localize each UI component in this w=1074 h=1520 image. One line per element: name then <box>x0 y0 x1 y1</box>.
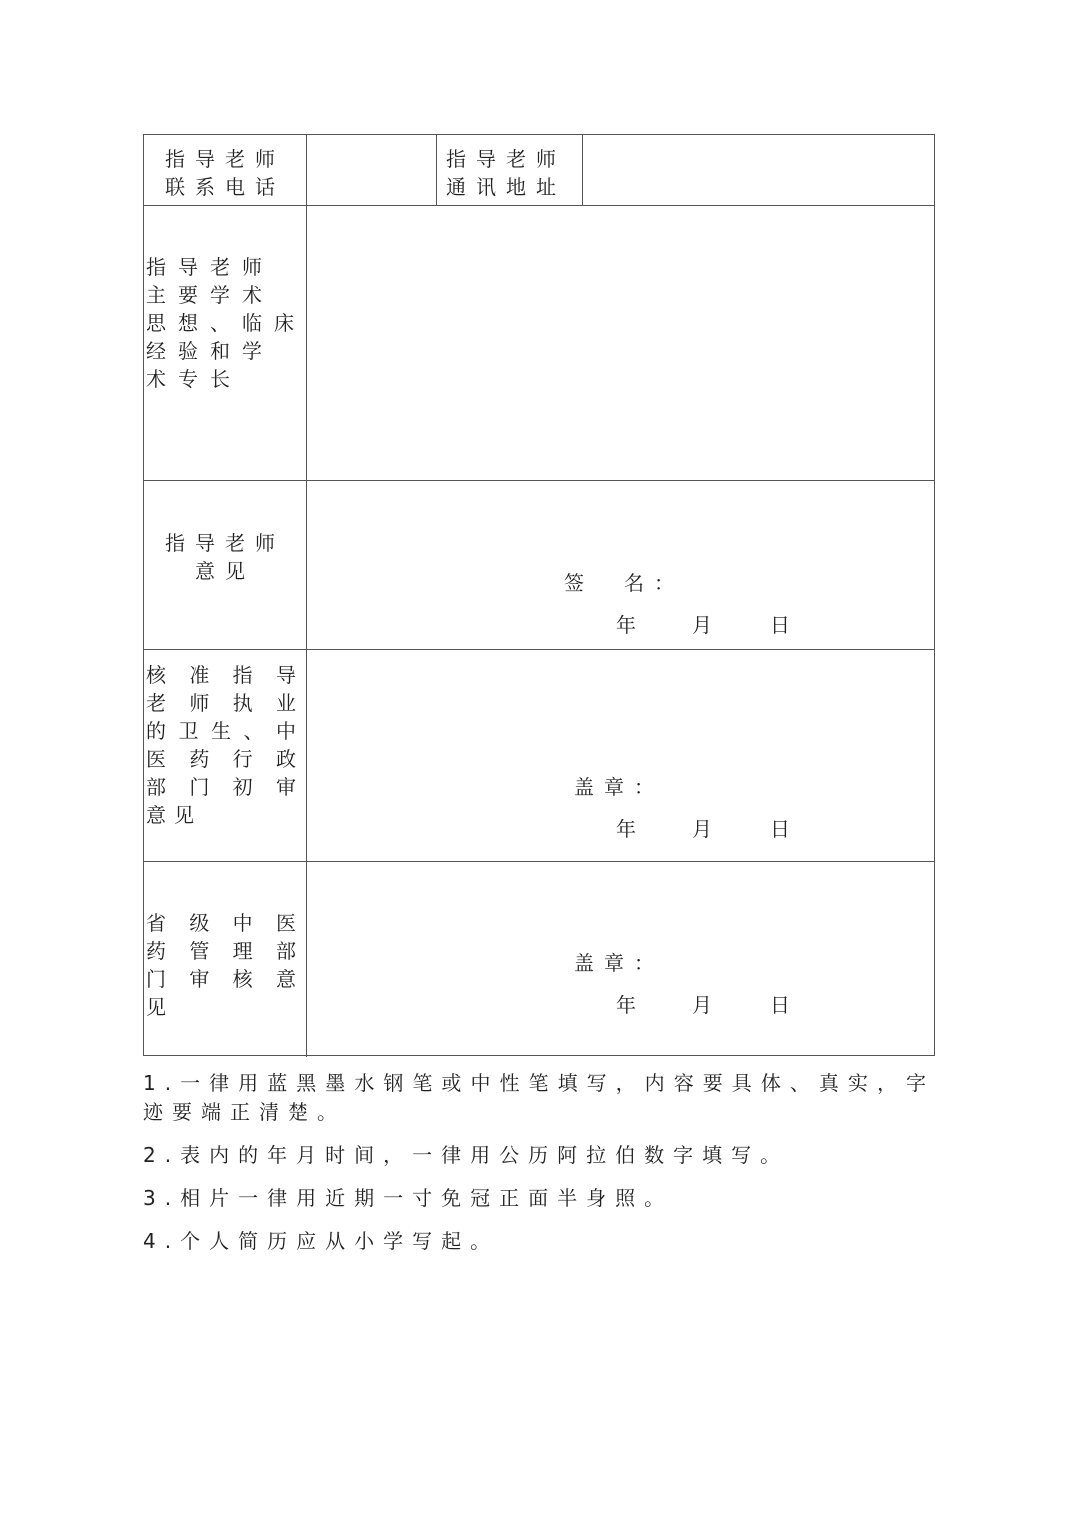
label-line: 主要学术 <box>146 283 274 307</box>
instructor-opinion-label <box>144 529 306 585</box>
stamp-label: 盖章： <box>574 775 664 799</box>
instructor-address-label <box>446 145 566 201</box>
row-divider <box>144 649 934 650</box>
instructor-phone-field[interactable] <box>308 137 434 203</box>
filling-instructions <box>143 1069 935 1270</box>
column-divider <box>306 135 307 1057</box>
label-line: 部门初审 <box>146 775 296 799</box>
row-divider <box>144 480 934 481</box>
instructor-phone-label <box>144 145 306 201</box>
label-line: 通讯地址 <box>446 175 566 199</box>
label-line: 指导老师 <box>165 531 285 555</box>
label-line: 省级中医 <box>146 911 296 935</box>
academic-thought-label <box>146 253 306 393</box>
year-label: 年 <box>616 613 636 637</box>
label-line: 意见 <box>146 803 202 827</box>
stamp-label: 盖章： <box>574 951 664 975</box>
month-label: 月 <box>692 993 712 1017</box>
academic-thought-field[interactable] <box>308 207 932 477</box>
label-line: 经验和学 <box>146 339 274 363</box>
label-line: 思想、临床 <box>146 311 306 335</box>
label-line: 指导老师 <box>165 147 285 171</box>
label-line: 术专长 <box>146 367 242 391</box>
health-dept-review-label <box>146 661 296 829</box>
instructor-form-table <box>143 134 935 1056</box>
row-divider <box>144 861 934 862</box>
column-divider <box>436 135 437 205</box>
label-line: 门审核意 <box>146 967 296 991</box>
instruction-item: 1.一律用蓝黑墨水钢笔或中性笔填写，内容要具体、真实，字迹要端正清楚。 <box>143 1071 935 1124</box>
day-label: 日 <box>770 993 790 1017</box>
label-line: 的卫生、中 <box>146 719 296 743</box>
signature-label: 签 名： <box>564 571 684 595</box>
instruction-item: 3.相片一律用近期一寸免冠正面半身照。 <box>143 1186 674 1210</box>
label-line: 联系电话 <box>165 175 285 199</box>
label-line: 核准指导 <box>146 663 296 687</box>
month-label: 月 <box>692 613 712 637</box>
label-line: 意见 <box>195 559 255 583</box>
instruction-item: 4.个人简历应从小学写起。 <box>143 1229 500 1253</box>
label-line: 医药行政 <box>146 747 296 771</box>
column-divider <box>582 135 583 205</box>
label-line: 见 <box>146 995 176 1019</box>
year-label: 年 <box>616 993 636 1017</box>
month-label: 月 <box>692 817 712 841</box>
day-label: 日 <box>770 817 790 841</box>
row-divider <box>144 205 934 206</box>
instruction-item: 2.表内的年月时间，一律用公历阿拉伯数字填写。 <box>143 1143 790 1167</box>
label-line: 老师执业 <box>146 691 296 715</box>
instructor-address-field[interactable] <box>584 137 932 203</box>
label-line: 指导老师 <box>446 147 566 171</box>
day-label: 日 <box>770 613 790 637</box>
label-line: 指导老师 <box>146 255 274 279</box>
label-line: 药管理部 <box>146 939 296 963</box>
provincial-review-label <box>146 909 296 1021</box>
year-label: 年 <box>616 817 636 841</box>
